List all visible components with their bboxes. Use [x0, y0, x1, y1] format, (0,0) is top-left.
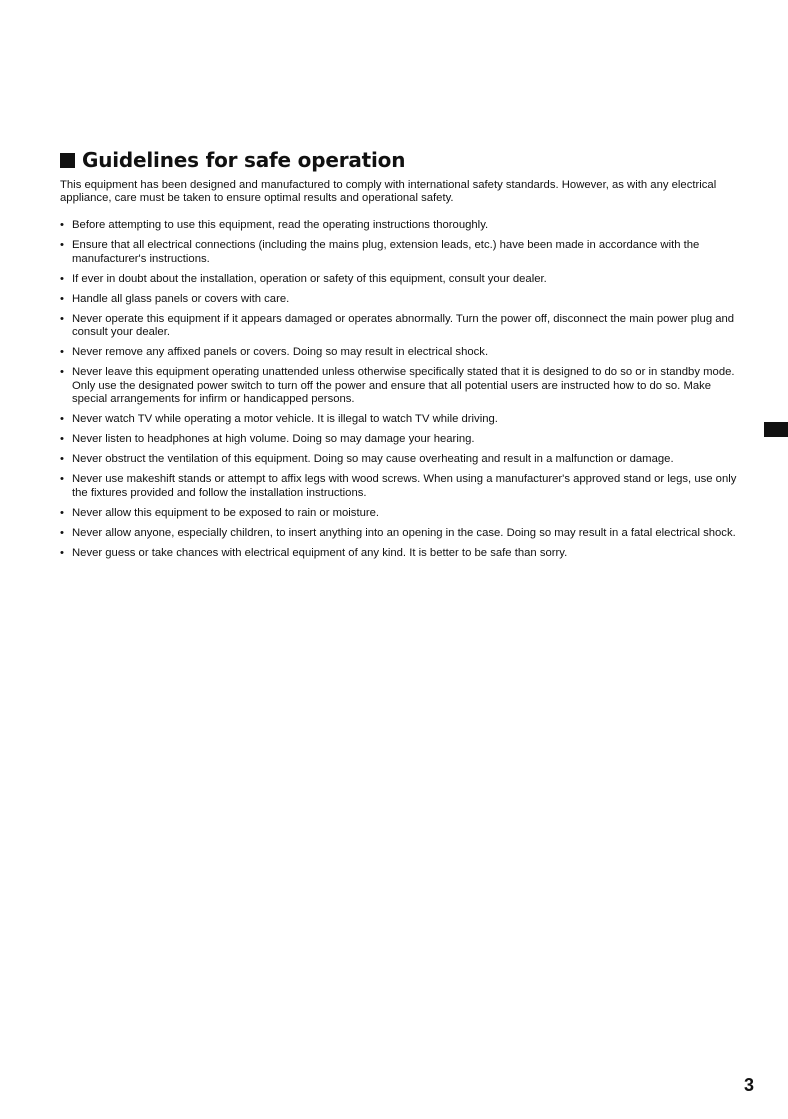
bullet-icon: • — [60, 473, 64, 485]
bullet-icon: • — [60, 312, 64, 325]
bullet-icon: • — [60, 239, 64, 251]
list-item: • Never obstruct the ventilation of this equipment. Doing so may cause overheating and result in a malfunction or damage. — [60, 453, 674, 465]
section-title: Guidelines for safe operation — [82, 148, 406, 172]
bullet-icon: • — [60, 272, 64, 285]
bullet-icon: • — [60, 433, 64, 445]
list-item: • Never leave this equipment operating unattended unless otherwise specifically stated that it is designed to do so or in standby mode. Only use the designated power switch to turn off the power and ensure that all potential users are instructed how to do so. Make special arrangements for infirm or handicapped persons. — [60, 366, 735, 405]
list-item: • Never watch TV while operating a motor vehicle. It is illegal to watch TV while driving. — [60, 413, 498, 425]
page-number: 3 — [744, 1075, 755, 1095]
bullet-icon: • — [60, 292, 64, 305]
bullet-icon: • — [60, 366, 64, 378]
intro-paragraph: This equipment has been designed and manufactured to comply with international safety standards. However, as with any electrical appliance, care must be taken to ensure optimal results and operational safety. — [60, 179, 717, 204]
bullet-icon: • — [60, 546, 64, 559]
list-item: • Never use makeshift stands or attempt to affix legs with wood screws. When using a manufacturer's approved stand or legs, use only the fixtures provided and follow the installation instructions. — [60, 473, 737, 499]
list-item: • Ensure that all electrical connections (including the mains plug, extension leads, etc.) have been made in accordance with the manufacturer's instructions. — [60, 239, 700, 265]
bullet-icon: • — [60, 453, 64, 465]
bullet-icon: • — [60, 413, 64, 425]
list-item: • Never listen to headphones at high volume. Doing so may damage your hearing. — [60, 433, 475, 445]
bullet-icon: • — [60, 526, 64, 539]
bullet-icon: • — [60, 219, 64, 231]
list-item: • Never allow this equipment to be exposed to rain or moisture. — [60, 506, 380, 519]
section-heading — [60, 148, 405, 172]
list-item: • Never operate this equipment if it appears damaged or operates abnormally. Turn the power off, disconnect the main power plug and consult your dealer. — [60, 312, 735, 338]
list-item: • Before attempting to use this equipment, read the operating instructions thoroughly. — [60, 219, 489, 231]
list-item: • Never remove any affixed panels or covers. Doing so may result in electrical shock. — [60, 346, 489, 358]
section-tab-marker — [764, 422, 788, 437]
guidelines-list — [60, 219, 740, 567]
list-item: • Handle all glass panels or covers with care. — [60, 292, 290, 305]
square-bullet-icon — [60, 153, 75, 168]
bullet-icon: • — [60, 346, 64, 358]
list-item: • Never allow anyone, especially children, to insert anything into an opening in the case. Doing so may result in a fatal electrical shock. — [60, 526, 736, 539]
list-item: • Never guess or take chances with electrical equipment of any kind. It is better to be safe than sorry. — [60, 546, 568, 559]
list-item: • If ever in doubt about the installation, operation or safety of this equipment, consult your dealer. — [60, 272, 547, 285]
bullet-icon: • — [60, 506, 64, 519]
